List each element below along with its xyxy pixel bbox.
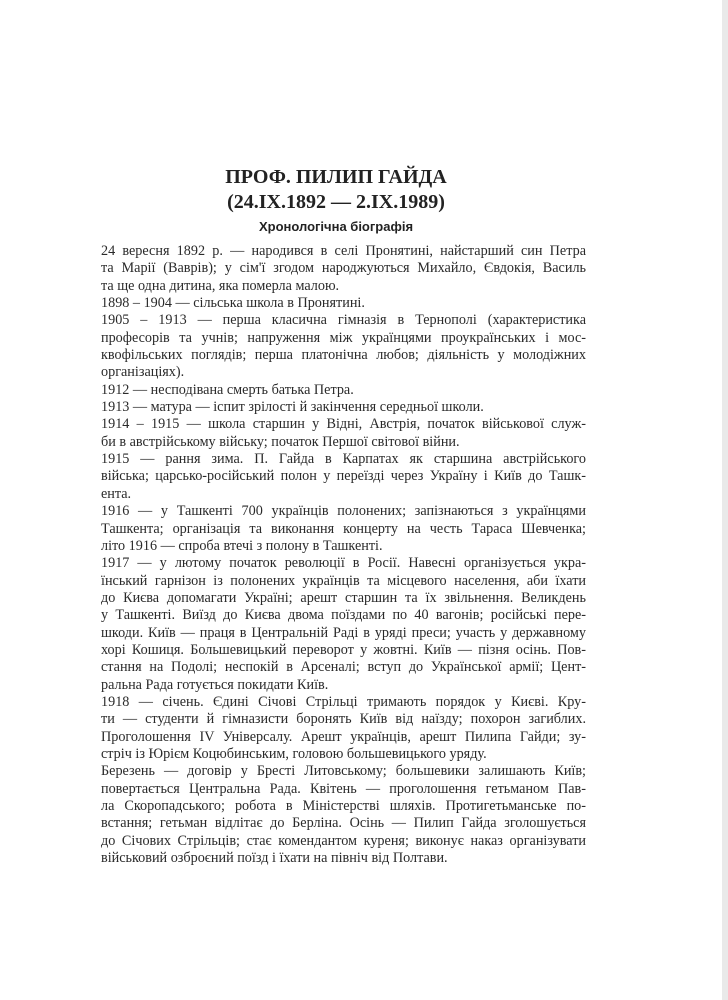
- chronology-paragraph: [86, 763, 586, 867]
- chronology-paragraph: [86, 451, 586, 503]
- paragraph-line: війська; царсько-російський полон у переїзді через Україну і Київ до Ташк-: [101, 468, 586, 485]
- paragraph-line: 1918 — січень. Єдині Січові Стрільці тримають порядок у Києві. Кру-: [101, 693, 586, 710]
- paragraph-line: 1917 — у лютому початок революції в Росії. Навесні організується укра-: [101, 555, 586, 572]
- paragraph-line: 1912 — несподівана смерть батька Петра.: [101, 381, 354, 398]
- paragraph-line: ральна Рада готується покидати Київ.: [101, 676, 329, 693]
- paragraph-line: 1916 — у Ташкенті 700 українців полонених; запізнаються з українцями: [101, 503, 586, 520]
- paragraph-line: Проголошення IV Універсалу. Арешт українців, арешт Пилипа Гайди; зу-: [101, 728, 586, 745]
- document-body: [86, 243, 586, 867]
- paragraph-line: професорів та учнів; напруження між українцями проукраїнських і мос-: [101, 329, 586, 346]
- paragraph-line: хорі Кошиця. Большевицький переворот у жовтні. Київ — пізня осінь. Пов-: [101, 641, 586, 658]
- paragraph-line: та ще одна дитина, яка померла малою.: [101, 277, 340, 294]
- paragraph-line: ти — студенти й гімназисти боронять Київ від наїзду; похорон загиблих.: [101, 711, 586, 728]
- chronology-paragraph: [86, 243, 586, 295]
- paragraph-line: ента.: [101, 485, 132, 502]
- chronology-paragraph: [86, 382, 586, 399]
- chronology-paragraph: [86, 399, 586, 416]
- paragraph-line: до Києва допомагати Україні; арешт старшин та їх звільнення. Великдень: [101, 589, 586, 606]
- chronology-paragraph: [86, 694, 586, 763]
- paragraph-line: 1913 — матура — іспит зрілості й закінчення середньої школи.: [101, 399, 484, 416]
- paragraph-line: стання на Подолі; неспокій в Арсеналі; вступ до Української армії; Цент-: [101, 659, 586, 676]
- paragraph-line: 1898 – 1904 — сільська школа в Пронятині.: [101, 295, 365, 312]
- chronology-paragraph: [86, 312, 586, 381]
- paragraph-line: би в австрійському війську; початок Першої світової війни.: [101, 433, 460, 450]
- paragraph-line: 1915 — рання зима. П. Гайда в Карпатах як старшина австрійського: [101, 451, 586, 468]
- document-title: ПРОФ. ПИЛИП ГАЙДА: [225, 166, 447, 188]
- paragraph-line: встання; гетьман відлітає до Берліна. Осінь — Пилип Гайда зголошується: [101, 815, 586, 832]
- chronology-paragraph: [86, 503, 586, 555]
- paragraph-line: 1905 – 1913 — перша класична гімназія в Тернополі (характеристика: [101, 312, 586, 329]
- paragraph-line: організаціях).: [101, 364, 185, 381]
- chronology-paragraph: [86, 295, 586, 312]
- chronology-paragraph: [86, 416, 586, 451]
- paragraph-line: 24 вересня 1892 р. — народився в селі Пронятині, найстарший син Петра: [101, 243, 586, 259]
- paragraph-line: їнський гарнізон із полонених українців та місцевого населення, аби їхати: [101, 572, 586, 589]
- paragraph-line: ла Скоропадського; робота в Міністерстві шляхів. Протигетьманське по-: [101, 798, 586, 814]
- paragraph-line: стріч із Юрієм Коцюбинським, головою большевицького уряду.: [101, 745, 487, 762]
- section-subtitle: Хронологічна біографія: [258, 219, 414, 234]
- paragraph-line: Березень — договір у Бресті Литовському; большевики залишають Київ;: [101, 763, 586, 780]
- paragraph-line: військовий озброєний поїзд і їхати на північ від Полтави.: [101, 850, 448, 867]
- life-dates: (24.IX.1892 — 2.IX.1989): [227, 191, 445, 213]
- paragraph-line: до Січових Стрільців; стає комендантом куреня; виконує наказ організувати: [101, 832, 586, 849]
- paragraph-line: Ташкента; організація та виконання концерту на честь Тараса Шевченка;: [101, 520, 586, 537]
- paragraph-line: 1914 – 1915 — школа старшин у Відні, Австрія, початок військової служ-: [101, 416, 586, 433]
- paragraph-line: літо 1916 — спроба втечі з полону в Ташкенті.: [101, 537, 383, 554]
- paragraph-line: та Марії (Ваврів); у сім'ї згодом народжуються Михайло, Євдокія, Василь: [101, 260, 586, 277]
- paragraph-line: повертається Центральна Рада. Квітень — проголошення гетьманом Пав-: [101, 780, 586, 797]
- paragraph-line: шкоди. Київ — праця в Центральній Раді в уряді преси; участь у державному: [101, 624, 586, 641]
- chronology-paragraph: [86, 555, 586, 694]
- paragraph-line: квофільських поглядів; перша платонічна любов; діяльність у молодіжних: [101, 347, 586, 364]
- paragraph-line: у Ташкенті. Виїзд до Києва двома поїздами по 40 вагонів; російські пере-: [101, 607, 586, 624]
